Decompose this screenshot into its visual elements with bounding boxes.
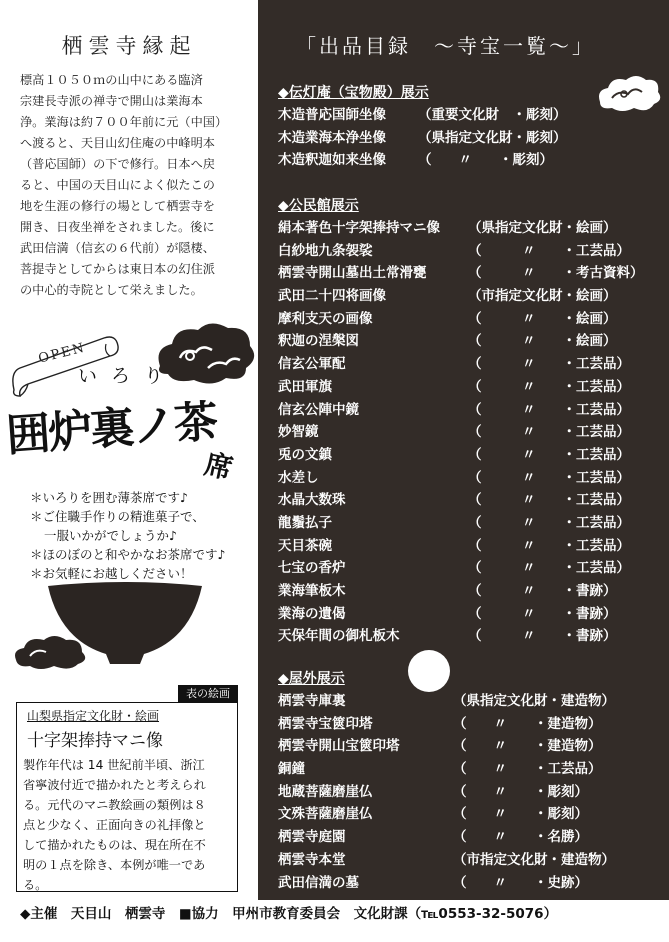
note-line: ＊お気軽にお越しください！: [30, 566, 193, 581]
temple-history-text: [20, 70, 242, 301]
catalog-row: [278, 758, 602, 781]
catalog-row: [278, 262, 644, 285]
item-designation: （ 〃 ・工芸品）: [468, 446, 630, 463]
open-label: OPEN: [36, 340, 88, 367]
painting-desc-line: して描かれたものは、現在所在不: [23, 838, 206, 852]
catalog-row: [278, 849, 615, 872]
item-designation: （ 〃 ・建造物）: [453, 738, 602, 755]
item-name: 白紗地九条袈裟: [278, 242, 373, 259]
catalog-row: [278, 376, 630, 399]
history-line: 開き、日夜坐禅をされました。後に: [20, 220, 215, 234]
item-name: 業海筆板木: [278, 583, 346, 599]
item-name: 銅鐘: [278, 761, 305, 778]
catalog-panel: [258, 0, 669, 900]
catalog-row: [278, 127, 567, 150]
item-designation: （ 〃 ・工芸品）: [468, 492, 630, 509]
item-name: 木造普応国師坐像: [278, 107, 386, 123]
painting-description: [23, 755, 231, 895]
history-line: （普応国師）の下で修行。日本へ戻: [20, 157, 215, 171]
painting-heading: 山梨県指定文化財・絵画: [27, 709, 160, 723]
item-name: 武田二十四将画像: [278, 288, 386, 305]
item-name: 武田信満の墓: [278, 874, 359, 891]
item-name: 栖雲寺宝篋印塔: [278, 715, 373, 732]
catalog-row: [278, 735, 602, 758]
catalog-row: [278, 330, 617, 353]
item-designation: （ 〃 ・書跡）: [468, 605, 617, 622]
catalog-row: [278, 690, 615, 713]
item-designation: （ 〃 ・書跡）: [468, 583, 617, 599]
catalog-row: [278, 535, 630, 558]
item-designation: （ 〃 ・工芸品）: [468, 469, 630, 486]
item-name: 業海の遺偈: [278, 605, 346, 622]
item-designation: （ 〃 ・考古資料）: [468, 265, 644, 282]
catalog-row: [278, 421, 630, 444]
left-column: [0, 0, 258, 900]
catalog-row: [278, 803, 588, 826]
item-name: 妙智鏡: [278, 424, 319, 441]
item-designation: （市指定文化財・絵画）: [468, 288, 617, 305]
section-title: ◆公民館展示: [278, 198, 359, 214]
catalog-row: [278, 308, 617, 331]
note-line: ＊ご住職手作りの精進菓子で、: [30, 509, 205, 524]
section-outdoor: [278, 668, 615, 894]
item-designation: （ 〃 ・工芸品）: [468, 378, 630, 395]
item-designation: （ 〃 ・絵画）: [468, 333, 617, 350]
painting-info-box: [16, 702, 238, 892]
item-designation: （ 〃 ・工芸品）: [468, 242, 630, 259]
item-name: 摩利支天の画像: [278, 310, 373, 327]
catalog-row: [278, 512, 630, 535]
item-designation: （ 〃 ・彫刻）: [453, 783, 588, 800]
item-name: 信玄公陣中鏡: [278, 401, 359, 418]
item-name: 栖雲寺本堂: [278, 851, 346, 868]
item-designation: （ 〃 ・史跡）: [453, 874, 588, 891]
organizer-credits: ◆主催 天目山 栖雲寺 ■協力 甲州市教育委員会 文化財課（℡0553-32-5076）: [20, 906, 558, 922]
painting-desc-line: 点と少なく、正面向きの礼拝像と: [23, 818, 206, 832]
history-line: 武田信満（信玄の６代前）が隠棲、: [20, 241, 215, 255]
item-name: 木造業海本浄坐像: [278, 129, 386, 146]
item-name: 栖雲寺開山宝篋印塔: [278, 738, 400, 755]
item-name: 文殊菩薩磨崖仏: [278, 806, 373, 823]
catalog-row: [278, 353, 630, 376]
moon-icon: [408, 650, 450, 692]
note-line: 一服いかがでしょうか♪: [44, 528, 177, 543]
catalog-row: [278, 580, 617, 603]
history-line: 宗建長寺派の禅寺で開山は業海本: [20, 94, 203, 108]
item-name: 絹本著色十字架捧持マニ像: [278, 220, 440, 236]
item-designation: （ 〃 ・書跡）: [468, 628, 617, 645]
small-cloud-icon: [10, 632, 90, 672]
catalog-row: [278, 625, 617, 648]
catalog-row: [278, 557, 630, 580]
catalog-row: [278, 713, 602, 736]
painting-desc-line: 省寧波付近で描かれたと考えられ: [23, 778, 206, 792]
painting-desc-line: る。: [23, 878, 48, 892]
footer: [0, 900, 669, 942]
item-name: 龍鬚払子: [278, 514, 332, 531]
catalog-row: [278, 240, 630, 263]
section-title: ◆伝灯庵（宝物殿）展示: [278, 85, 429, 101]
section-title: ◆屋外展示: [278, 671, 345, 687]
catalog-row: [278, 444, 630, 467]
history-line: ると、中国の天目山によく似たこの: [20, 178, 215, 192]
item-designation: （県指定文化財・彫刻）: [418, 129, 567, 146]
catalog-row: [278, 781, 588, 804]
item-designation: （ 〃 ・工芸品）: [453, 761, 602, 778]
teahouse-notes: [30, 488, 250, 583]
teahouse-ruby: いろり: [78, 365, 178, 387]
item-designation: （市指定文化財・建造物）: [453, 851, 615, 868]
item-name: 水晶大数珠: [278, 492, 346, 509]
catalog-row: [278, 285, 617, 308]
history-line: 地を生涯の修行の場として栖雲寺を: [20, 199, 215, 213]
item-designation: （ 〃 ・絵画）: [468, 310, 617, 327]
temple-history-title: 栖雲寺縁起: [61, 34, 197, 58]
history-line: の中心的寺院として栄えました。: [20, 283, 203, 297]
item-name: 地蔵菩薩磨崖仏: [278, 783, 373, 800]
teahouse-title-seat: 席: [201, 447, 236, 486]
item-designation: （ 〃 ・工芸品）: [468, 560, 630, 577]
item-name: 七宝の香炉: [278, 560, 346, 577]
item-designation: （ 〃 ・工芸品）: [468, 514, 630, 531]
item-designation: （ 〃 ・建造物）: [453, 715, 602, 732]
item-name: 兎の文鎮: [278, 446, 332, 463]
catalog-title: 「出品目録 ～寺宝一覧～」: [296, 34, 595, 58]
catalog-row: [278, 826, 588, 849]
item-designation: （重要文化財 ・彫刻）: [418, 107, 567, 123]
item-name: 水差し: [278, 469, 319, 486]
note-line: ＊ほのぼのと和やかなお茶席です♪: [30, 547, 226, 562]
teahouse-title: 囲炉裏ノ茶: [4, 396, 218, 462]
item-designation: （県指定文化財・建造物）: [453, 693, 615, 709]
history-line: 菩提寺としてからは東日本の幻住派: [20, 262, 215, 276]
item-name: 木造釈迦如来坐像: [278, 152, 386, 169]
note-line: ＊いろりを囲む薄茶席です♪: [30, 490, 188, 505]
catalog-row: [278, 149, 553, 172]
catalog-row: [278, 872, 588, 895]
item-name: 栖雲寺開山墓出土常滑甕: [278, 265, 427, 282]
section-denkoan: [278, 82, 567, 172]
item-name: 天目茶碗: [278, 537, 332, 554]
history-line: へ渡ると、天目山幻住庵の中峰明本: [20, 136, 215, 150]
item-designation: （ 〃 ・工芸品）: [468, 401, 630, 418]
item-name: 栖雲寺庫裏: [278, 693, 346, 709]
item-name: 栖雲寺庭園: [278, 829, 346, 846]
history-line: 浄。業海は約７００年前に元（中国）: [20, 115, 228, 129]
catalog-row: [278, 217, 617, 240]
item-name: 信玄公軍配: [278, 356, 346, 373]
catalog-row: [278, 489, 630, 512]
cloud-icon: [594, 72, 664, 114]
painting-desc-line: 明の１点を除き、本例が唯一であ: [23, 858, 206, 872]
item-name: 天保年間の御札板木: [278, 628, 400, 645]
painting-desc-line: る。元代のマニ教絵画の類例は８: [23, 798, 206, 812]
catalog-row: [278, 467, 630, 490]
painting-tab-label: 表の絵画: [178, 685, 238, 702]
catalog-row: [278, 399, 630, 422]
painting-name: 十字架捧持マニ像: [27, 731, 163, 751]
catalog-row: [278, 104, 567, 127]
item-designation: （ 〃 ・工芸品）: [468, 356, 630, 373]
item-designation: （ 〃 ・彫刻）: [418, 152, 553, 169]
painting-desc-line: 製作年代は 14 世紀前半頃、浙江: [23, 758, 205, 772]
item-designation: （ 〃 ・彫刻）: [453, 806, 588, 823]
item-designation: （県指定文化財・絵画）: [468, 220, 617, 236]
item-designation: （ 〃 ・名勝）: [453, 829, 588, 846]
section-community-hall: [278, 195, 644, 648]
item-designation: （ 〃 ・工芸品）: [468, 424, 630, 441]
item-name: 釈迦の涅槃図: [278, 333, 359, 350]
history-line: 標高１０５０ｍの山中にある臨済: [20, 73, 203, 87]
item-name: 武田軍旗: [278, 378, 332, 395]
item-designation: （ 〃 ・工芸品）: [468, 537, 630, 554]
catalog-row: [278, 603, 617, 626]
